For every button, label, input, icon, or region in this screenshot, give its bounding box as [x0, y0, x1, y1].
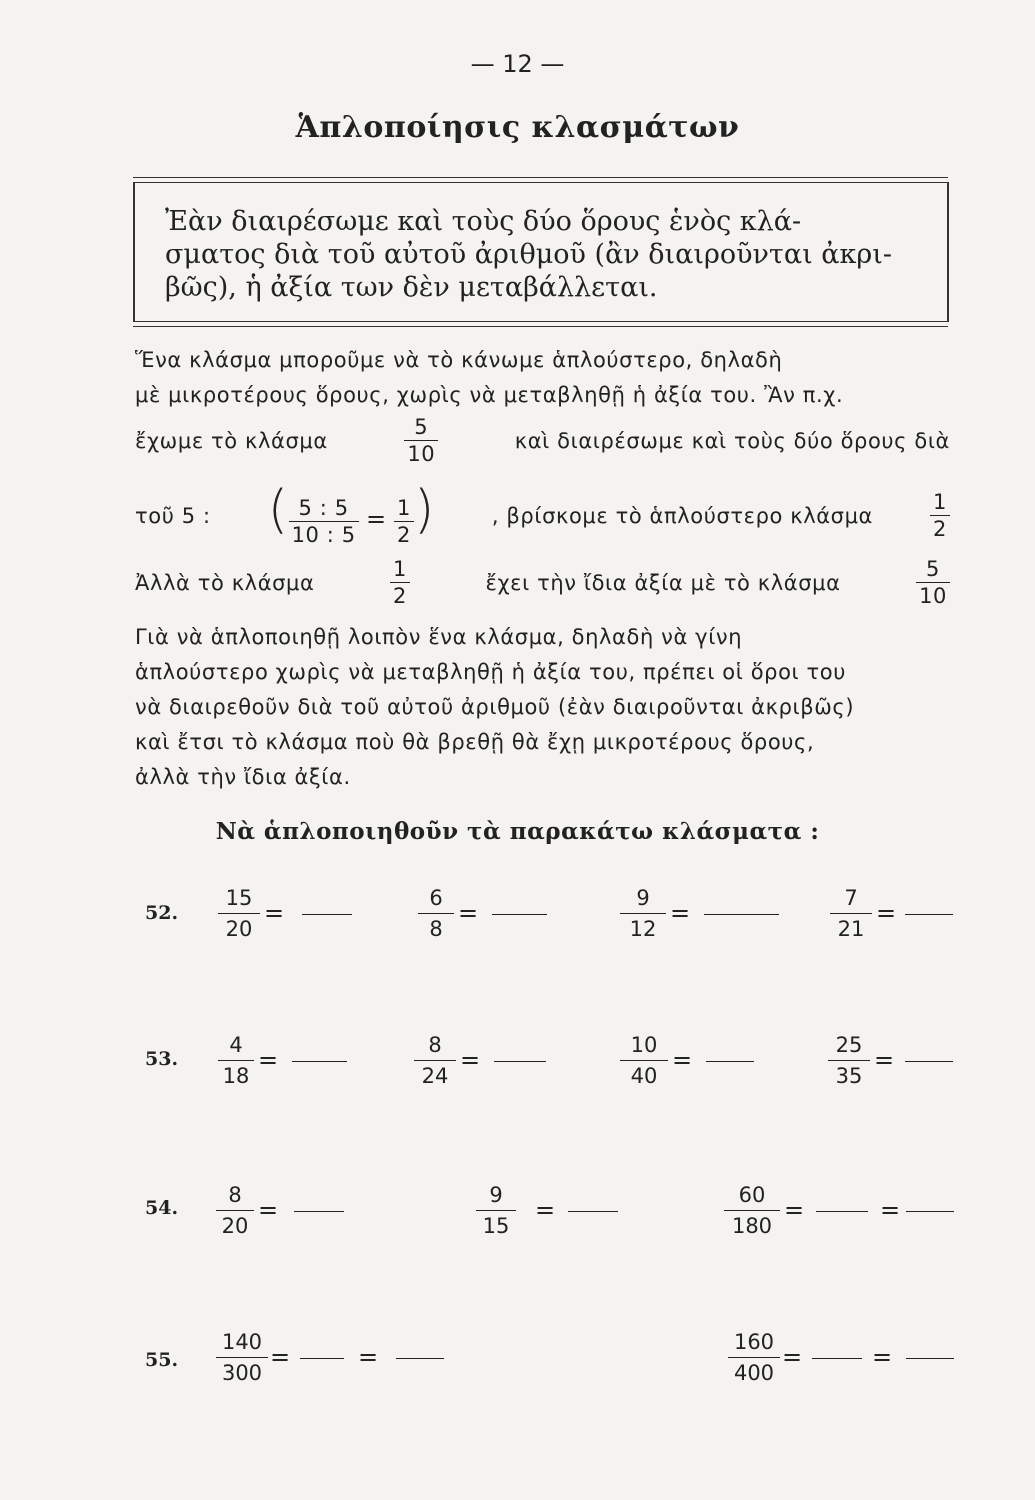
answer-blank[interactable]: [906, 1358, 954, 1359]
fraction-numerator: 8: [216, 1180, 254, 1211]
rule-line: σματος διὰ τοῦ αὐτοῦ ἀριθμοῦ (ἂν διαιροῦνται ἀκρι-: [165, 239, 892, 270]
right-paren: ): [413, 480, 435, 540]
exercise-fraction: [218, 1030, 254, 1091]
intro-text: ἔχωμε τὸ κλάσμα: [135, 428, 328, 453]
exercise-number: 52.: [145, 902, 179, 924]
answer-blank[interactable]: [706, 1061, 754, 1062]
answer-blank[interactable]: [568, 1211, 618, 1212]
fraction-denominator: 2: [396, 522, 411, 547]
exercise-number: 53.: [145, 1048, 179, 1070]
summary-line: νὰ διαιρεθοῦν διὰ τοῦ αὐτοῦ ἀριθμοῦ (ἐὰν διαιροῦνται ἀκριβῶς): [135, 695, 855, 719]
fraction: [404, 414, 438, 467]
fraction: [390, 556, 410, 609]
answer-blank[interactable]: [906, 1211, 954, 1212]
equals-sign: =: [880, 1196, 901, 1224]
answer-blank[interactable]: [300, 1358, 344, 1359]
fraction-numerator: 1: [394, 495, 414, 522]
fraction-denominator: 400: [733, 1361, 775, 1385]
equals-sign: =: [365, 505, 387, 533]
equals-sign: =: [874, 1046, 895, 1074]
summary-line: καὶ ἔτσι τὸ κλάσμα ποὺ θὰ βρεθῇ θὰ ἔχῃ μικροτέρους ὅρους,: [135, 730, 815, 754]
page-number: — 12 —: [470, 50, 565, 78]
summary-line: Γιὰ νὰ ἁπλοποιηθῇ λοιπὸν ἕνα κλάσμα, δηλαδὴ νὰ γίνη: [135, 625, 743, 649]
answer-blank[interactable]: [816, 1211, 868, 1212]
fraction-numerator: 6: [418, 883, 454, 914]
division-example-line: [135, 480, 950, 548]
fraction-denominator: 35: [835, 1064, 863, 1088]
equivalence-line: [135, 556, 950, 609]
fraction-numerator: 25: [828, 1030, 870, 1061]
fraction-denominator: 20: [221, 1214, 249, 1238]
intro-example-line: [135, 414, 950, 467]
fraction-denominator: 10: [919, 584, 947, 608]
exercise-fraction: [216, 1180, 254, 1241]
fraction-numerator: 4: [218, 1030, 254, 1061]
exercise-fraction: [218, 883, 260, 944]
exercise-fraction: [418, 883, 454, 944]
exercise-fraction: [414, 1030, 456, 1091]
equals-sign: =: [782, 1343, 803, 1371]
exercise-fraction: [216, 1327, 268, 1388]
equals-sign: =: [872, 1343, 893, 1371]
equals-sign: =: [460, 1046, 481, 1074]
exercise-number: 54.: [145, 1197, 179, 1219]
exercise-number: 55.: [145, 1349, 179, 1371]
summary-line: ἁπλούστερο χωρὶς νὰ μεταβληθῇ ἡ ἀξία του, πρέπει οἱ ὅροι του: [135, 660, 846, 684]
equals-sign: =: [458, 899, 479, 927]
answer-blank[interactable]: [492, 914, 547, 915]
exercise-fraction: [724, 1180, 780, 1241]
rule-line: βῶς), ἡ ἀξία των δὲν μεταβάλλεται.: [165, 272, 658, 303]
equals-sign: =: [876, 899, 897, 927]
fraction-numerator: 1: [930, 489, 950, 516]
equals-sign: =: [258, 1196, 279, 1224]
answer-blank[interactable]: [905, 1061, 953, 1062]
division-expression: [267, 480, 435, 548]
intro-line: Ἕνα κλάσμα μποροῦμε νὰ τὸ κάνωμε ἁπλούστερο, δηλαδὴ: [135, 348, 783, 372]
intro-line: μὲ μικροτέρους ὅρους, χωρὶς νὰ μεταβληθῇ ἡ ἀξία του. Ἂν π.χ.: [135, 383, 844, 407]
fraction: [930, 489, 950, 542]
equals-sign: =: [358, 1343, 379, 1371]
fraction-denominator: 2: [933, 517, 947, 542]
equals-sign: =: [672, 1046, 693, 1074]
answer-blank[interactable]: [905, 914, 953, 915]
fraction: [916, 556, 950, 609]
fraction-denominator: 20: [225, 917, 253, 941]
equals-sign: =: [670, 899, 691, 927]
fraction-denominator: 12: [629, 917, 657, 941]
fraction-numerator: 5: [404, 414, 438, 441]
exercise-fraction: [728, 1327, 780, 1388]
fraction-numerator: 8: [414, 1030, 456, 1061]
fraction-numerator: 160: [728, 1327, 780, 1358]
intro-text: τοῦ 5 :: [135, 503, 211, 528]
fraction-numerator: 15: [218, 883, 260, 914]
equals-sign: =: [258, 1046, 279, 1074]
fraction-numerator: 9: [620, 883, 666, 914]
fraction-numerator: 5: [916, 556, 950, 583]
rule-line: Ἐὰν διαιρέσωμε καὶ τοὺς δύο ὅρους ἑνὸς κλά-: [165, 206, 802, 237]
fraction-numerator: 60: [724, 1180, 780, 1211]
fraction-numerator: 7: [830, 883, 872, 914]
exercise-fraction: [830, 883, 872, 944]
intro-text: καὶ διαιρέσωμε καὶ τοὺς δύο ὅρους διὰ: [514, 428, 950, 453]
summary-line: ἀλλὰ τὴν ἴδια ἀξία.: [135, 765, 351, 789]
answer-blank[interactable]: [494, 1061, 546, 1062]
fraction-denominator: 10: [407, 442, 436, 466]
section-title: Ἁπλοποίησις κλασμάτων: [295, 110, 740, 145]
equals-sign: =: [535, 1196, 556, 1224]
fraction-denominator: 15: [482, 1214, 510, 1238]
equals-sign: =: [784, 1196, 805, 1224]
intro-text: Ἀλλὰ τὸ κλάσμα: [135, 570, 315, 595]
fraction-denominator: 8: [429, 917, 443, 941]
fraction-numerator: 9: [476, 1180, 516, 1211]
fraction-denominator: 24: [421, 1064, 449, 1088]
fraction-denominator: 18: [222, 1064, 250, 1088]
fraction-denominator: 300: [221, 1361, 263, 1385]
fraction-numerator: 140: [216, 1327, 268, 1358]
fraction: [394, 495, 414, 548]
answer-blank[interactable]: [396, 1358, 444, 1359]
fraction-numerator: 1: [390, 556, 410, 583]
exercise-fraction: [828, 1030, 870, 1091]
fraction-denominator: 40: [630, 1064, 658, 1088]
intro-text: , βρίσκομε τὸ ἁπλούστερο κλάσμα: [491, 503, 873, 528]
answer-blank[interactable]: [812, 1358, 862, 1359]
exercise-fraction: [620, 1030, 668, 1091]
exercise-fraction: [476, 1180, 516, 1241]
answer-blank[interactable]: [292, 1061, 347, 1062]
left-paren: (: [267, 480, 289, 540]
answer-blank[interactable]: [302, 914, 352, 915]
fraction: [289, 495, 359, 548]
fraction-denominator: 2: [393, 584, 407, 608]
equals-sign: =: [270, 1343, 291, 1371]
exercise-heading: Νὰ ἁπλοποιηθοῦν τὰ παρακάτω κλάσματα :: [215, 818, 820, 845]
exercise-fraction: [620, 883, 666, 944]
answer-blank[interactable]: [704, 914, 779, 915]
fraction-denominator: 21: [837, 917, 865, 941]
intro-text: ἔχει τὴν ἴδια ἀξία μὲ τὸ κλάσμα: [485, 570, 841, 595]
fraction-denominator: 180: [731, 1214, 773, 1238]
answer-blank[interactable]: [294, 1211, 344, 1212]
equals-sign: =: [264, 899, 285, 927]
fraction-denominator: 10 : 5: [291, 522, 356, 547]
fraction-numerator: 10: [620, 1030, 668, 1061]
fraction-numerator: 5 : 5: [289, 495, 359, 522]
